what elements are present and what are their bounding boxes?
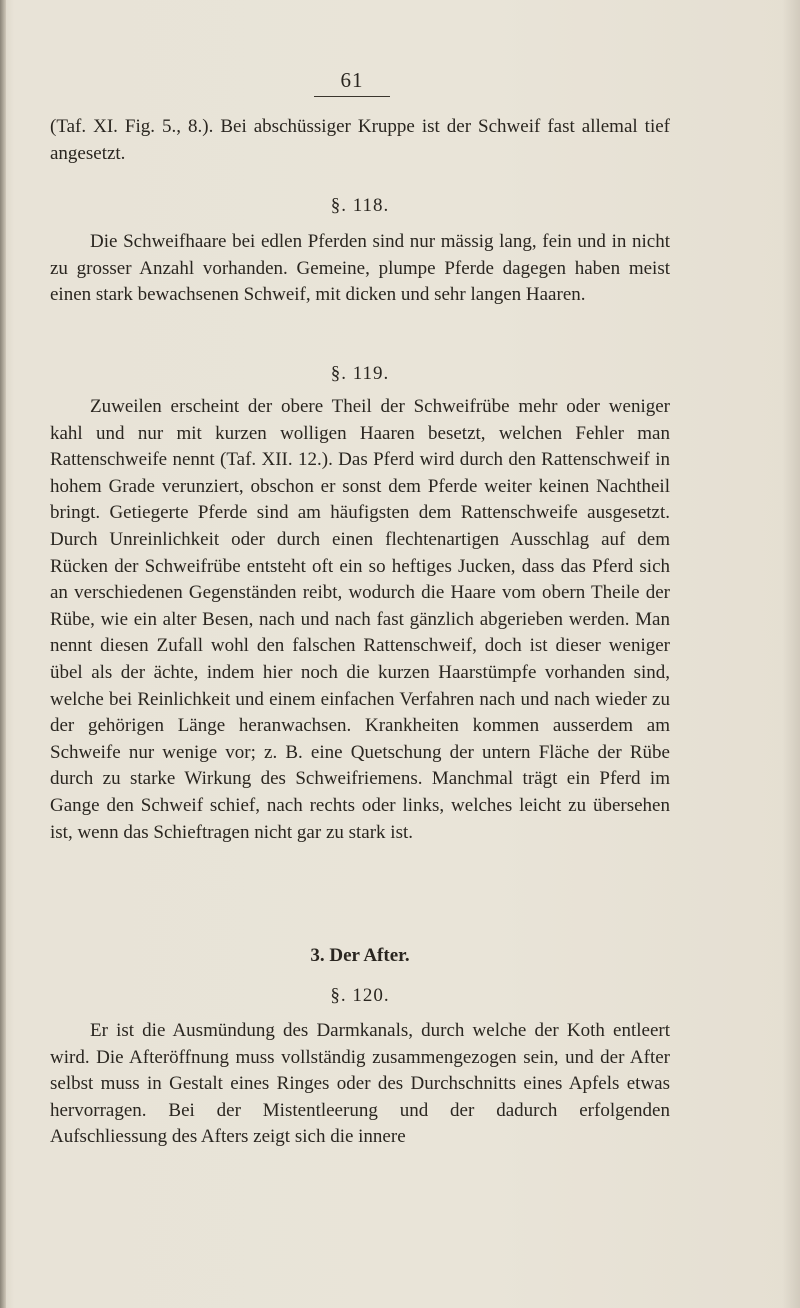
intro-paragraph: (Taf. XI. Fig. 5., 8.). Bei abschüssiger Kruppe ist der Schweif fast allemal tief angesetzt. bbox=[50, 116, 670, 164]
section-120-mark: §. 120. bbox=[330, 985, 390, 1006]
section-120-paragraph: Er ist die Ausmündung des Darmkanals, durch welche der Koth entleert wird. Die Afteröffnung muss vollständig zusammengezogen sein, und der After selbst muss in Gestalt eines Ringes oder des Durchschnitts eines Apfels etwas hervorragen. Bei der Mistentleerung und der dadurch erfolgenden Aufschliessung des Afters zeigt sich die innere bbox=[50, 1020, 670, 1148]
section-heading-after: 3. Der After. bbox=[310, 945, 410, 966]
section-118-paragraph: Die Schweifhaare bei edlen Pferden sind nur mässig lang, fein und in nicht zu grosser Anzahl vorhanden. Gemeine, plumpe Pferde dagegen haben meist einen stark bewachsenen Schweif, mit dicken und sehr langen Haaren. bbox=[50, 231, 670, 306]
page-number-rule bbox=[314, 96, 390, 97]
section-118-mark: §. 118. bbox=[330, 195, 390, 216]
section-119-paragraph: Zuweilen erscheint der obere Theil der Schweifrübe mehr oder weniger kahl und nur mit kurzen wolligen Haaren besetzt, welchen Fehler man Rattenschweife nennt (Taf. XII. 12.). Das Pferd wird durch den Rattenschweif in hohem Grade verunziert, obschon er sonst dem Pferde weiter keinen Nachtheil bringt. Getiegerte Pferde sind am häufigsten dem Rattenschweife ausgesetzt. Durch Unreinlichkeit oder durch einen flechtenartigen Ausschlag auf dem Rücken der Schweifrübe entsteht oft ein so heftiges Jucken, dass das Pferd sich an verschiedenen Gegenständen reibt, wodurch die Haare vom obern Theile der Rübe, wie ein alter Besen, nach und nach fast gänzlich abgerieben werden. Man nennt diesen Zufall wohl den falschen Rattenschweif, doch ist dieser weniger übel als der ächte, indem hier noch die kurzen Haarstümpfe vorhanden sind, welche bei Reinlichkeit und einem einfachen Verfahren nach und nach wieder zu der gehörigen Länge heranwachsen. Krankheiten kommen ausserdem am Schweife nur wenige vor; z. B. eine Quetschung der untern Fläche der Rübe durch zu starke Wirkung des Schweifriemens. Manchmal trägt ein Pferd im Gange den Schweif schief, nach rechts oder links, welches leicht zu übersehen ist, wenn das Schieftragen nicht gar zu stark ist. bbox=[50, 396, 670, 843]
page-binding-edge bbox=[0, 0, 6, 1308]
section-119-mark: §. 119. bbox=[330, 363, 390, 384]
page-number: 61 bbox=[340, 68, 364, 92]
page-outer-edge bbox=[782, 0, 800, 1308]
